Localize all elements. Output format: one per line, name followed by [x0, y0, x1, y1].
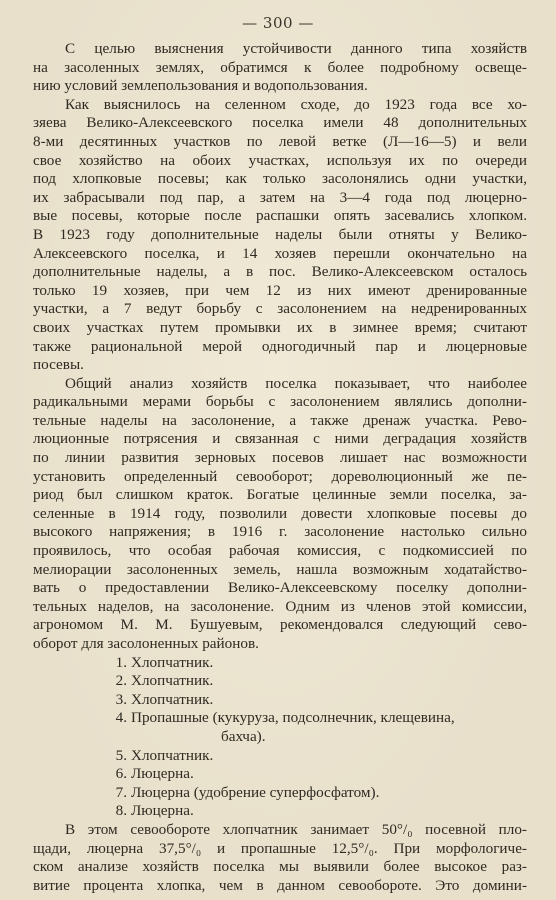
list-item	[33, 654, 527, 673]
paragraph-4	[33, 821, 527, 895]
text-line: оборот для засолоненных районов.	[33, 635, 259, 652]
text-line: тельных наделов, на засолонение. Одним из членов этой комиссии,	[33, 597, 527, 615]
list-item	[33, 747, 527, 766]
page-text	[33, 40, 527, 895]
list-number: 3.	[115, 690, 127, 708]
list-text: Люцерна.	[131, 802, 194, 820]
text-line: также рациональной мерой одногодичный пар и люцерновые	[33, 337, 527, 355]
list-text: Хлопчатник.	[131, 672, 214, 690]
text-line: под хлопковые посевы; как только засолонялись одни участки,	[33, 170, 527, 188]
list-text: Люцерна.	[131, 765, 194, 783]
list-text: Люцерна (удобрение суперфосфатом).	[131, 783, 380, 801]
list-item	[33, 672, 527, 691]
text-line: витие процента хлопка, чем в данном севообороте. Это домини-	[33, 876, 527, 894]
paragraph-2	[33, 96, 527, 375]
text-line: проявилось, что особая рабочая комиссия, с подкомиссией по	[33, 542, 527, 560]
text-line: ском анализе хозяйств поселка мы выявили более высокое раз-	[33, 858, 527, 876]
text-line: 8-ми десятинных участков по левой ветке (Л—16—5) и вели	[33, 132, 527, 150]
text-line: их забрасывали под пар, а затем на 3—4 года под люцерно-	[33, 188, 527, 206]
list-number: 7.	[115, 783, 127, 801]
list-number: 1.	[115, 653, 127, 671]
list-number: 5.	[115, 746, 127, 764]
list-item	[33, 691, 527, 710]
text-line: Как выяснилось на селенном сходе, до 1923 года все хо-	[65, 95, 527, 113]
text-line: вать о предоставлении Велико-Алексеевскому поселку дополни-	[33, 579, 527, 597]
text-line: только 19 хозяев, при чем 12 из них имеют дренированные	[33, 281, 527, 299]
list-number: 2.	[115, 672, 127, 690]
text-line: высокого напряжения; в 1916 г. засолонение настолько сильно	[33, 523, 527, 541]
text-line: Алексеевского поселка, и 14 хозяев перешли окончательно на	[33, 244, 527, 262]
list-text: Хлопчатник.	[131, 746, 214, 764]
list-text: Пропашные (кукуруза, подсолнечник, клещевина,	[131, 709, 455, 727]
page-number: — 300 —	[242, 14, 314, 32]
list-item	[33, 784, 527, 803]
list-item-continuation	[33, 728, 527, 747]
list-text: Хлопчатник.	[131, 653, 214, 671]
text-line: селенные в 1914 году, позволили довести хлопковые посевы до	[33, 504, 527, 522]
paragraph-3	[33, 375, 527, 654]
text-line: В этом севообороте хлопчатник занимает 50°/₀ посевной пло-	[65, 820, 527, 838]
text-line: радикальными мерами борьбы с засолонением являлись дополни-	[33, 393, 527, 411]
list-text: Хлопчатник.	[131, 690, 214, 708]
list-number: 6.	[115, 765, 127, 783]
text-line: люционные потрясения и связанная с ними деградация хозяйств	[33, 430, 527, 448]
list-text: бахча).	[221, 727, 266, 745]
crop-rotation-list	[33, 654, 527, 821]
text-line: по линии развития зерновых посевов лишает нас возможности	[33, 449, 527, 467]
text-line: Общий анализ хозяйств поселка показывает, что наиболее	[65, 374, 527, 392]
text-line: тельные наделы на засолонение, а также дренаж участка. Рево-	[33, 411, 527, 429]
list-number: 4.	[115, 709, 127, 727]
text-line: вые посевы, которые после распашки опять засевались хлопком.	[33, 207, 527, 225]
list-item	[33, 802, 527, 821]
text-line: нию условий землепользования и водопользования.	[33, 77, 368, 95]
text-line: щади, люцерна 37,5°/₀ и пропашные 12,5°/₀. При морфологиче-	[33, 839, 527, 857]
text-line: зяева Велико-Алексеевского поселка имели 48 дополнительных	[33, 114, 527, 132]
list-item	[33, 765, 527, 784]
text-line: свое хозяйство на обоих участках, используя их по очереди	[33, 151, 527, 169]
text-line: В 1923 году дополнительные наделы были отняты у Велико-	[33, 225, 527, 243]
text-line: дополнительные наделы, а в пос. Велико-Алексеевском осталось	[33, 263, 527, 281]
text-line: С целью выяснения устойчивости данного типа хозяйств	[65, 40, 527, 57]
text-line: посевы.	[33, 356, 84, 374]
paragraph-1	[33, 40, 527, 96]
list-number: 8.	[115, 802, 127, 820]
list-item	[33, 709, 527, 728]
text-line: участки, а 7 ведут борьбу с засолонением на недренированных	[33, 300, 527, 318]
text-line: мелиорации засолоненных земель, нашла возможным ходатайство-	[33, 560, 527, 578]
text-line: установить определенный севооборот; дореволюционный же пе-	[33, 467, 527, 485]
text-line: агрономом М. М. Бушуевым, рекомендовался следующий сево-	[33, 616, 527, 634]
text-line: на засоленных землях, обратимся к более подробному освеще-	[33, 58, 527, 76]
text-line: риод был слишком краток. Богатые целинные земли поселка, за-	[33, 486, 527, 504]
text-line: своих участках путем промывки их в зимнее время; считают	[33, 318, 527, 336]
